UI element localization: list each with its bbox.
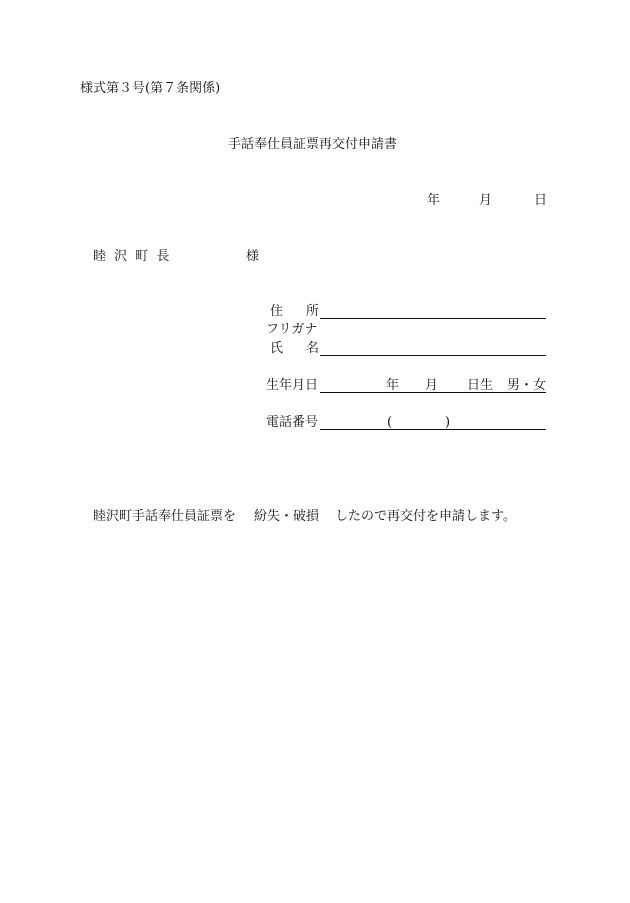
address-label-1: 住 [270, 304, 284, 319]
birth-day-label: 日生 [467, 378, 494, 393]
birth-date-field[interactable] [320, 392, 546, 393]
statement-reason[interactable]: 紛失・破損 [254, 509, 320, 524]
date-day-label: 日 [534, 193, 548, 208]
address-field[interactable] [320, 318, 546, 319]
phone-field[interactable] [320, 429, 546, 430]
document-title: 手話奉仕員証票再交付申請書 [228, 137, 398, 152]
statement-part-2: したので再交付を申請します。 [335, 509, 516, 524]
furigana-label: フリガナ [266, 322, 318, 337]
name-field[interactable] [320, 355, 546, 356]
addressee-honorific: 様 [246, 249, 260, 264]
phone-paren-open: ( [387, 415, 393, 430]
phone-label: 電話番号 [266, 415, 319, 430]
form-number: 様式第３号(第７条関係) [80, 81, 221, 96]
birth-label: 生年月日 [266, 378, 319, 393]
name-label-2: 名 [306, 341, 320, 356]
gender-option[interactable]: 男・女 [507, 378, 547, 393]
statement-part-1: 睦沢町手話奉仕員証票を [93, 509, 237, 524]
date-year-label: 年 [427, 193, 441, 208]
phone-paren-close: ) [445, 415, 451, 430]
date-month-label: 月 [479, 193, 493, 208]
address-label-2: 所 [306, 304, 320, 319]
birth-year-label: 年 [386, 378, 400, 393]
birth-month-label: 月 [425, 378, 439, 393]
name-label-1: 氏 [270, 341, 284, 356]
addressee-name: 睦 沢 町 長 [93, 249, 172, 264]
